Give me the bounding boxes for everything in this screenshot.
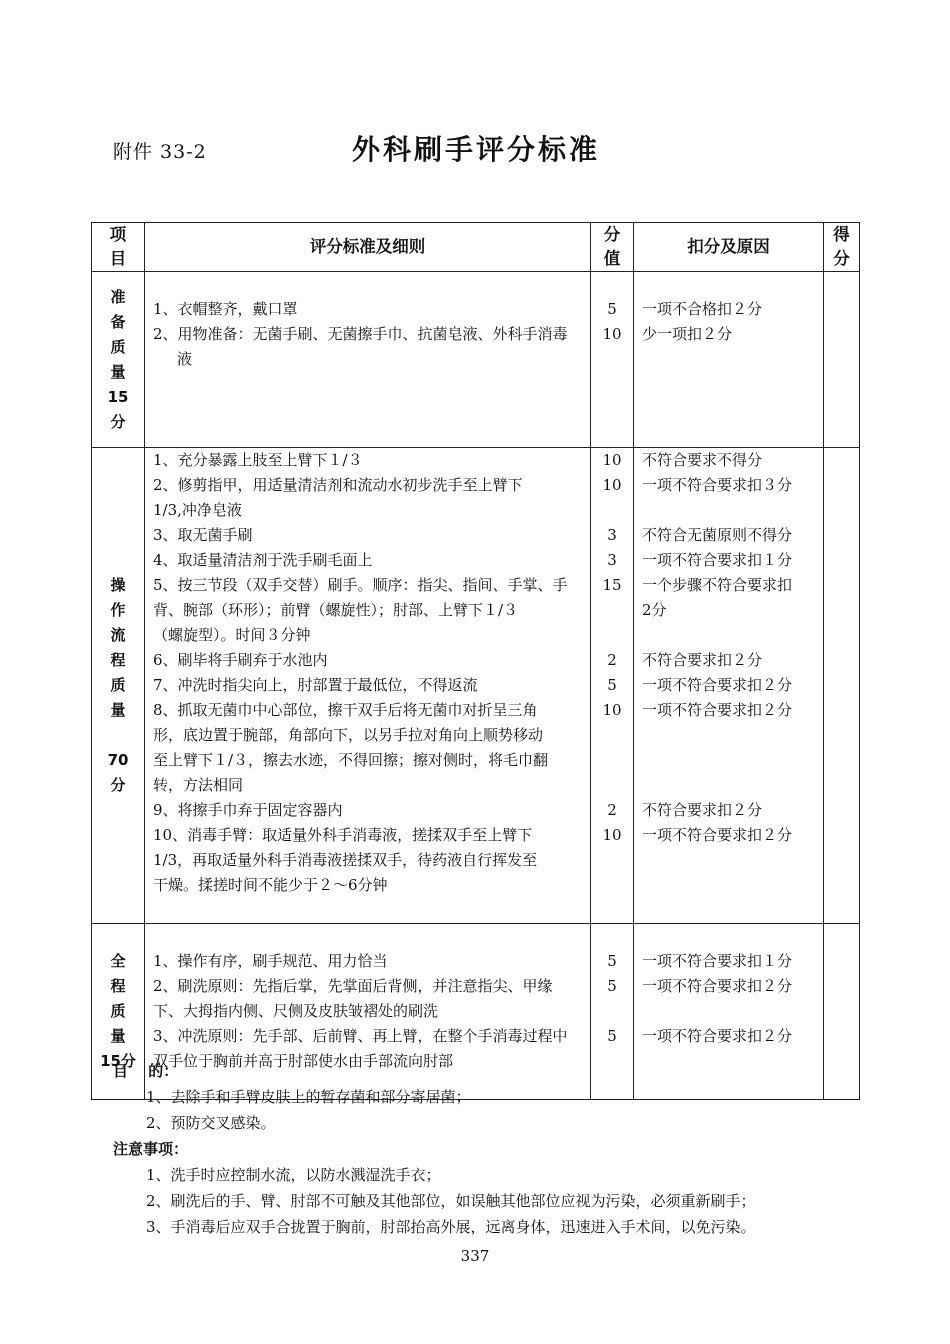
deduction-text: 一项不符合要求扣１分 (642, 551, 793, 569)
score-value (591, 924, 633, 949)
score-value: 5 (607, 977, 617, 995)
standard-line: 1、充分暴露上肢至上臂下１/３ (153, 451, 363, 469)
caution-item: 2、刷洗后的手、臂、肘部不可触及其他部位，如误触其他部位应视为污染，必须重新刷手； (146, 1192, 756, 1210)
deduction-text (642, 397, 823, 422)
standard-line: 下、大拇指内侧、尺侧及皮肤皱褶处的刷洗 (153, 1002, 439, 1020)
standard-line: 2、刷洗原则：先指后掌，先掌面后背侧，并注意指尖、甲缘 (153, 977, 553, 995)
score-value: 5 (607, 300, 617, 318)
purpose-item: 2、预防交叉感染。 (146, 1114, 276, 1132)
deduction-text: 不符合无菌原则不得分 (642, 526, 793, 544)
standard-cell (145, 448, 591, 924)
score-value: 5 (607, 676, 617, 694)
page-number: 337 (460, 1247, 490, 1265)
score-value: 2 (607, 651, 617, 669)
deduction-text (642, 999, 823, 1024)
standard-line: （螺旋型）。时间３分钟 (153, 626, 311, 644)
standard-line: 2、修剪指甲，用适量清洁剂和流动水初步洗手至上臂下 (153, 476, 523, 494)
deduction-text: 一个步骤不符合要求扣 (642, 576, 793, 594)
score-value (591, 999, 633, 1024)
got-score-cell[interactable] (824, 272, 860, 448)
score-value: 5 (607, 952, 617, 970)
standard-line: 背、腕部（环形）；前臂（螺旋性）；肘部、上臂下１/３ (153, 601, 519, 619)
header-score: 分 值 (591, 223, 634, 272)
standard-line: 6、刷毕将手刷弃于水池内 (153, 651, 328, 669)
standard-line: 3、取无菌手刷 (153, 526, 253, 544)
standard-line: 4、取适量清洁剂于洗手刷毛面上 (153, 551, 373, 569)
standard-line (153, 372, 586, 397)
deduction-text: 不符合要求不得分 (642, 451, 763, 469)
standard-line: 1、操作有序，刷手规范、用力恰当 (153, 952, 388, 970)
got-score-cell[interactable] (824, 448, 860, 924)
standard-line: 9、将擦手巾弃于固定容器内 (153, 801, 343, 819)
caution-item: 1、洗手时应控制水流，以防水溅湿洗手衣； (146, 1166, 441, 1184)
score-value: 3 (607, 551, 617, 569)
table-row (92, 448, 860, 924)
standard-line: 2、用物准备：无菌手刷、无菌擦手巾、抗菌皂液、外科手消毒 (153, 325, 568, 343)
deduction-text: 2分 (642, 601, 667, 619)
score-value (591, 723, 633, 748)
attachment-number: 附件 33-2 (113, 141, 207, 163)
table-header-row (92, 223, 860, 272)
score-cell (591, 448, 634, 924)
deduction-text (642, 623, 823, 648)
standard-line: 3、冲洗原则：先手部、后前臂、再上臂，在整个手消毒过程中 (153, 1027, 568, 1045)
deduction-text (642, 873, 823, 898)
score-value: 10 (602, 325, 622, 343)
standard-line: 8、抓取无菌巾中心部位，擦干双手后将无菌巾对折呈三角 (153, 701, 538, 719)
caution-heading: 注意事项： (113, 1140, 189, 1158)
deduction-text (642, 272, 823, 297)
deduction-text: 少一项扣２分 (642, 325, 733, 343)
standard-line: 液 (177, 350, 193, 368)
standard-line (153, 397, 586, 422)
purpose-item: 1、去除手和手臂皮肤上的暂存菌和部分寄居菌； (146, 1088, 471, 1106)
deduction-text: 一项不符合要求扣１分 (642, 952, 793, 970)
standard-line: 形，底边置于腕部，角部向下，以另手拉对角向上顺势移动 (153, 726, 544, 744)
document-title: 外科刷手评分标准 (352, 133, 601, 166)
score-value (591, 397, 633, 422)
score-value (591, 498, 633, 523)
score-value (591, 873, 633, 898)
deduction-text (642, 924, 823, 949)
section-item-label: 操 作 流 程 质 量 70 分 (92, 448, 145, 924)
standard-line: 1/3，再取适量外科手消毒液搓揉双手，待药液自行挥发至 (153, 851, 538, 869)
deduction-text: 一项不符合要求扣３分 (642, 476, 793, 494)
deduction-text: 一项不符合要求扣２分 (642, 701, 793, 719)
deduction-text (642, 748, 823, 773)
standard-line (153, 924, 586, 949)
score-value: 2 (607, 801, 617, 819)
deduction-text: 不符合要求扣２分 (642, 801, 763, 819)
deduction-text (642, 498, 823, 523)
score-value (591, 372, 633, 397)
standard-line: 至上臂下１/３，擦去水迹，不得回擦；擦对侧时，将毛巾翻 (153, 751, 549, 769)
score-value (591, 773, 633, 798)
standard-cell (145, 272, 591, 448)
standard-line: 1/3,冲净皂液 (153, 501, 242, 519)
score-value (591, 347, 633, 372)
standard-line (153, 272, 586, 297)
deduction-text (642, 347, 823, 372)
standard-line: 10、消毒手臂：取适量外科手消毒液，搓揉双手至上臂下 (153, 826, 533, 844)
caution-item: 3、手消毒后应双手合拢置于胸前，肘部抬高外展，远离身体，迅速进入手术间，以免污染。 (146, 1218, 756, 1236)
deduction-text: 一项不符合要求扣２分 (642, 1027, 793, 1045)
deduction-text (642, 773, 823, 798)
deduction-text (642, 723, 823, 748)
score-value: 15 (602, 576, 622, 594)
standard-line: 转，方法相同 (153, 776, 244, 794)
deduction-text: 一项不合格扣２分 (642, 300, 763, 318)
score-value: 10 (602, 826, 622, 844)
notes-section (113, 1058, 756, 1240)
standard-line: 双手位于胸前并高于肘部使水由手部流向肘部 (153, 1052, 454, 1070)
score-value (591, 272, 633, 297)
purpose-heading: 目 的： (113, 1062, 179, 1080)
score-value: 10 (602, 451, 622, 469)
score-value (591, 623, 633, 648)
score-value: 10 (602, 701, 622, 719)
standard-line: 7、冲洗时指尖向上，肘部置于最低位，不得返流 (153, 676, 478, 694)
standard-line: 干燥。揉搓时间不能少于２～6分钟 (153, 876, 388, 894)
header-standard: 评分标准及细则 (145, 223, 591, 272)
score-cell (591, 272, 634, 448)
standard-line: 5、按三节段（双手交替）刷手。顺序：指尖、指间、手掌、手 (153, 576, 568, 594)
score-value: 3 (607, 526, 617, 544)
deduction-text: 不符合要求扣２分 (642, 651, 763, 669)
header-got: 得 分 (824, 223, 860, 272)
score-value: 5 (607, 1027, 617, 1045)
score-value (591, 598, 633, 623)
scoring-table (91, 222, 860, 1100)
score-value (591, 848, 633, 873)
deduction-text: 一项不符合要求扣２分 (642, 977, 793, 995)
deduction-text (642, 372, 823, 397)
header-deduction: 扣分及原因 (634, 223, 824, 272)
deduction-cell (634, 272, 824, 448)
section-item-label: 全 程 质 量 15分 (92, 924, 145, 1100)
deduction-cell (634, 448, 824, 924)
standard-line: 1、衣帽整齐，戴口罩 (153, 300, 298, 318)
deduction-text: 一项不符合要求扣２分 (642, 676, 793, 694)
deduction-text: 一项不符合要求扣２分 (642, 826, 793, 844)
header-item: 项 目 (92, 223, 145, 272)
got-score-cell[interactable] (824, 924, 860, 1100)
table-row (92, 272, 860, 448)
deduction-text (642, 848, 823, 873)
section-item-label: 准 备 质 量 15 分 (92, 272, 145, 448)
score-value: 10 (602, 476, 622, 494)
score-value (591, 748, 633, 773)
